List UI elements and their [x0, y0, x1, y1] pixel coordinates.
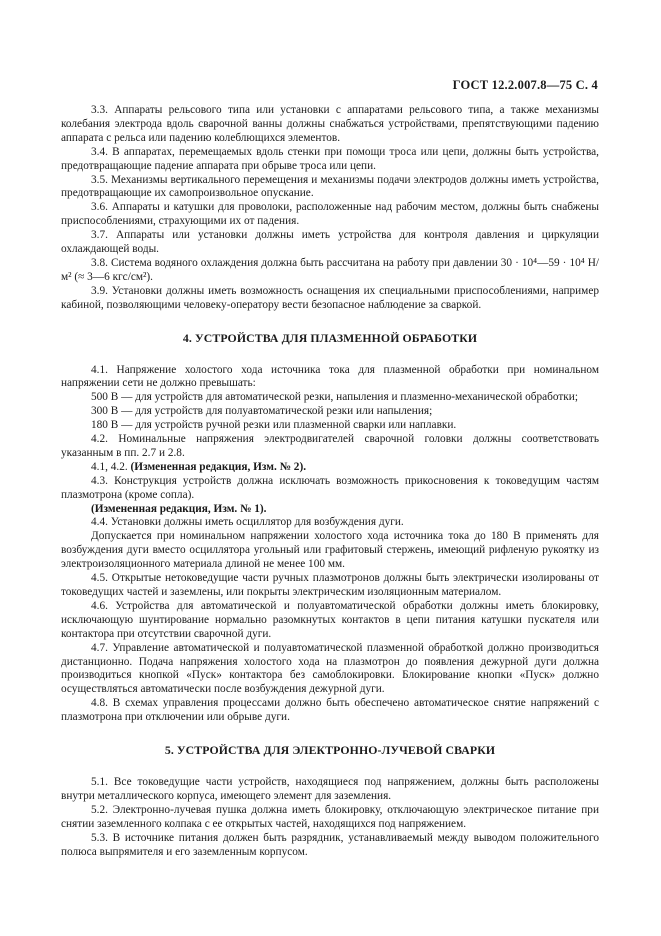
paragraph-4-1-item-180v: 180 В — для устройств ручной резки или плазменной сварки или наплавки. [91, 419, 457, 432]
document-body [61, 104, 599, 859]
paragraph-4-8: 4.8. В схемах управления процессами должно быть обеспечено автоматическое снятие напряжений с плазмотрона при отключении или обрыве дуги. [61, 697, 599, 724]
paragraph-4-3: 4.3. Конструкция устройств должна исключать возможность прикосновения к токоведущим частям плазмотрона (кроме сопла). [61, 474, 599, 501]
paragraph-4-1: 4.1. Напряжение холостого хода источника тока для плазменной обработки при номинальном напряжении сети не должно превышать: [61, 363, 599, 390]
page-header: ГОСТ 12.2.007.8—75 С. 4 [452, 78, 598, 92]
paragraph-5-2: 5.2. Электронно-лучевая пушка должна иметь блокировку, отключающую электрическое питание при снятии заземленного колпака с ее открытых частей, находящихся под напряжением. [61, 803, 599, 830]
paragraph-4-6: 4.6. Устройства для автоматической и полуавтоматической обработки должны иметь блокировку, исключающую шунтирование нормально разомкнутых контактов в цепи питания катушки пускателя или контактора при отсутствии сварочной дуги. [61, 599, 599, 640]
paragraph-4-1-item-300v: 300 В — для устройств для полуавтоматической резки или напыления; [91, 405, 433, 418]
revision-note-4-1-4-2 [61, 461, 599, 475]
paragraph-4-4-continuation: Допускается при номинальном напряжении холостого хода источника тока до 180 В применять для возбуждения дуги вместо осциллятора угольный или графитовый стержень, имеющий рифленую рукоятку из электроизоляционного материала длиной не менее 100 мм. [61, 530, 599, 571]
paragraph-3-4: 3.4. В аппаратах, перемещаемых вдоль стенки при помощи троса или цепи, должны быть устройства, предотвращающие падение аппарата при обрыве троса или цепи. [61, 145, 599, 172]
paragraph-3-6: 3.6. Аппараты и катушки для проволоки, расположенные над рабочим местом, должны быть снабжены приспособлениями, страхующими их от падения. [61, 201, 599, 228]
revision-note-text: (Измененная редакция, Изм. № 2). [130, 460, 307, 473]
paragraph-5-3: 5.3. В источнике питания должен быть разрядник, устанавливаемый между выводом положительного полюса выпрямителя и его заземленным корпусом. [61, 831, 599, 858]
revision-note-prefix: 4.1, 4.2. [91, 460, 128, 473]
paragraph-4-2: 4.2. Номинальные напряжения электродвигателей сварочной головки должны соответствовать указанным в пп. 2.7 и 2.8. [61, 433, 599, 459]
paragraph-4-5: 4.5. Открытые нетоковедущие части ручных плазмотронов должны быть электрически изолированы от токоведущих частей и заземлены, или покрыты электрическим изоляционным материалом. [61, 572, 599, 598]
paragraph-5-1: 5.1. Все токоведущие части устройств, находящиеся под напряжением, должны быть расположены внутри металлического корпуса, имеющего элемент для заземления. [61, 775, 599, 802]
paragraph-3-3: 3.3. Аппараты рельсового типа или установки с аппаратами рельсового типа, а также механизмы колебания электрода вдоль сварочной ванны должны снабжаться устройствами, препятствующими падению аппарата с рельса или падению колеблющихся элементов. [61, 104, 599, 144]
revision-note-4-3: (Измененная редакция, Изм. № 1). [91, 502, 267, 515]
paragraph-3-7: 3.7. Аппараты или установки должны иметь устройства для контроля давления и циркуляции охлаждающей воды. [61, 229, 599, 256]
paragraph-3-9: 3.9. Установки должны иметь возможность оснащения их специальными приспособлениями, например кабиной, позволяющими человеку-оператору вести безопасное наблюдение за сваркой. [61, 284, 599, 311]
paragraph-3-5: 3.5. Механизмы вертикального перемещения и механизмы подачи электродов должны иметь устройства, предотвращающие их самопроизвольное опускание. [61, 173, 599, 200]
paragraph-4-7: 4.7. Управление автоматической и полуавтоматической плазменной обработкой должно производиться дистанционно. Подача напряжения холостого хода на плазмотрон до появления дежурной дуги должна производиться кнопкой «Пуск» контактора без самоблокировки. Блокирование кнопки «Пуск» должно осуществляться автоматически после возбуждения дежурной дуги. [61, 641, 599, 696]
section-4-heading: 4. УСТРОЙСТВА ДЛЯ ПЛАЗМЕННОЙ ОБРАБОТКИ [182, 330, 478, 345]
paragraph-4-1-item-500v: 500 В — для устройств для автоматической резки, напыления и плазменно-механической обработки; [91, 391, 578, 404]
paragraph-3-8: 3.8. Система водяного охлаждения должна быть рассчитана на работу при давлении 30 · 10⁴—59 · 10⁴ Н/м² (≈ 3—6 кгс/см²). [61, 256, 599, 283]
paragraph-4-4: 4.4. Установки должны иметь осциллятор для возбуждения дуги. [91, 516, 404, 529]
section-5-heading: 5. УСТРОЙСТВА ДЛЯ ЭЛЕКТРОННО-ЛУЧЕВОЙ СВАРКИ [164, 743, 496, 758]
